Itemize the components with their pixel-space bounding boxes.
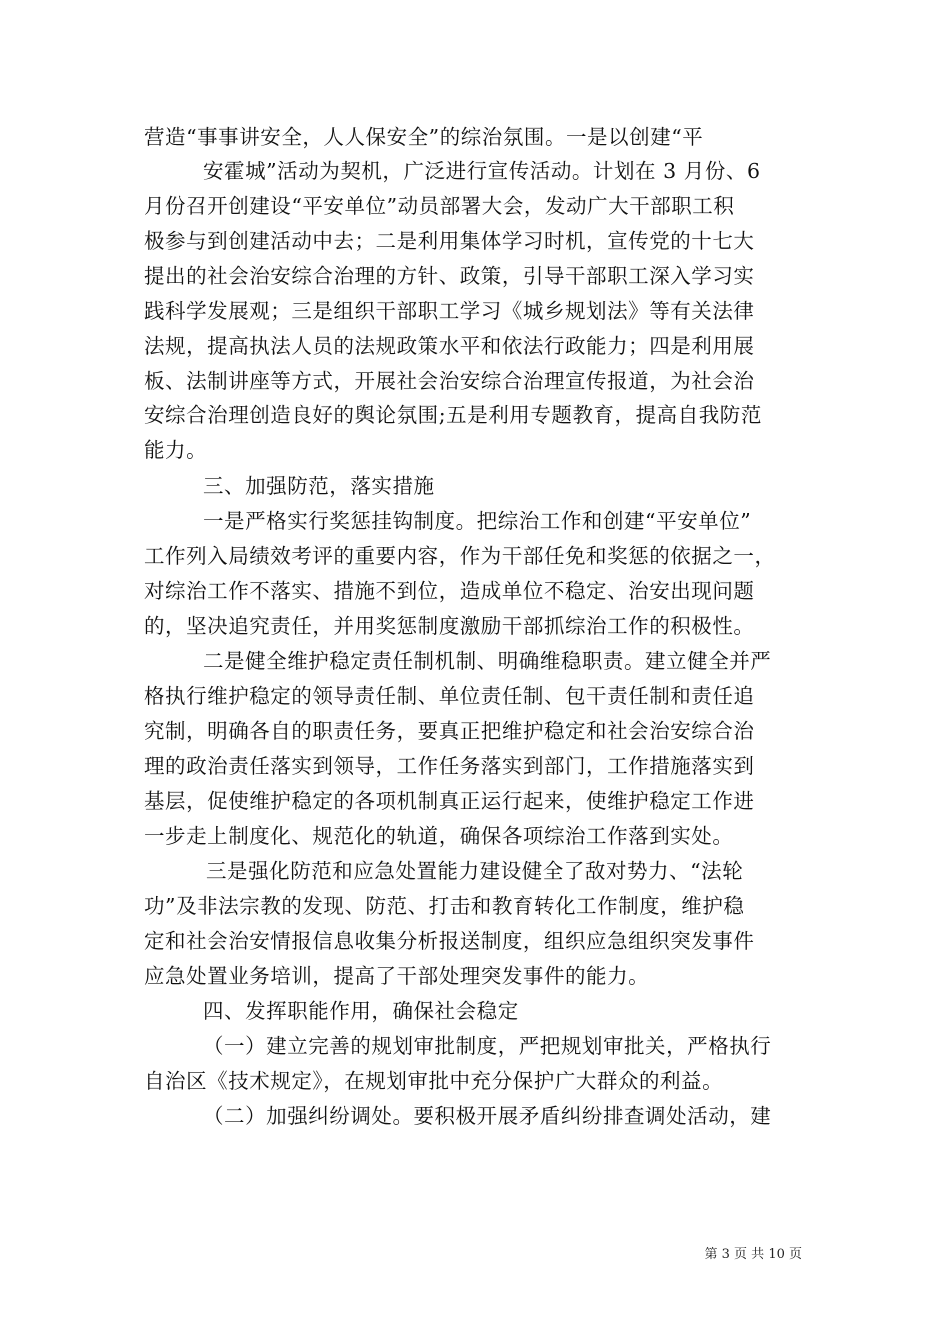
body-text-line: （二）加强纠纷调处。要积极开展矛盾纠纷排查调处活动，建 xyxy=(203,1104,772,1128)
body-text-line: 对综治工作不落实、措施不到位，造成单位不稳定、治安出现问题 xyxy=(144,579,755,603)
page-number-footer: 第 3 页 共 10 页 xyxy=(704,1247,802,1262)
body-text-line: 能力。 xyxy=(144,438,208,462)
body-text-line: 工作列入局绩效考评的重要内容，作为干部任免和奖惩的依据之一， xyxy=(144,544,776,568)
body-text-line: 安综合治理创造良好的舆论氛围;五是利用专题教育，提高自我防范 xyxy=(144,403,762,427)
body-text-line: 提出的社会治安综合治理的方针、政策，引导干部职工深入学习实 xyxy=(144,264,755,288)
body-text-line: （一）建立完善的规划审批制度，严把规划审批关，严格执行 xyxy=(203,1034,772,1058)
body-text-line: 定和社会治安情报信息收集分析报送制度，组织应急组织突发事件 xyxy=(144,929,755,953)
body-text-line: 营造“事事讲安全，人人保安全”的综治氛围。一是以创建“平 xyxy=(144,125,704,149)
body-text-line: 究制，明确各自的职责任务，要真正把维护稳定和社会治安综合治 xyxy=(144,719,755,743)
body-text-line: 功”及非法宗教的发现、防范、打击和教育转化工作制度，维护稳 xyxy=(144,894,745,918)
body-text-line: 的，坚决追究责任，并用奖惩制度激励干部抓综治工作的积极性。 xyxy=(144,614,755,638)
body-text-line: 自治区《技术规定》，在规划审批中充分保护广大群众的利益。 xyxy=(144,1069,724,1093)
body-text-line: 安霍城”活动为契机，广泛进行宣传活动。计划在 3 月份、6 xyxy=(203,159,761,183)
body-text-line: 板、法制讲座等方式，开展社会治安综合治理宣传报道，为社会治 xyxy=(144,369,755,393)
body-text-line: 践科学发展观；三是组织干部职工学习《城乡规划法》等有关法律 xyxy=(144,299,755,323)
section-heading: 四、发挥职能作用，确保社会稳定 xyxy=(203,999,519,1023)
body-text-line: 格执行维护稳定的领导责任制、单位责任制、包干责任制和责任追 xyxy=(144,684,755,708)
body-text-line: 基层，促使维护稳定的各项机制真正运行起来，使维护稳定工作进 xyxy=(144,789,755,813)
body-text-line: 一是严格实行奖惩挂钩制度。把综治工作和创建“平安单位” xyxy=(203,509,752,533)
section-heading: 三、加强防范，落实措施 xyxy=(203,474,435,498)
body-text-line: 月份召开创建设“平安单位”动员部署大会，发动广大干部职工积 xyxy=(144,194,735,218)
body-text-line: 二是健全维护稳定责任制机制、明确维稳职责。建立健全并严 xyxy=(203,649,772,673)
body-text-line: 法规，提高执法人员的法规政策水平和依法行政能力；四是利用展 xyxy=(144,334,755,358)
body-text-line: 三是强化防范和应急处置能力建设健全了敌对势力、“法轮 xyxy=(206,859,744,883)
body-text-line: 理的政治责任落实到领导，工作任务落实到部门，工作措施落实到 xyxy=(144,754,755,778)
body-text-line: 极参与到创建活动中去；二是利用集体学习时机，宣传党的十七大 xyxy=(144,229,755,253)
body-text-line: 应急处置业务培训，提高了干部处理突发事件的能力。 xyxy=(144,964,650,988)
body-text-line: 一步走上制度化、规范化的轨道，确保各项综治工作落到实处。 xyxy=(144,824,734,848)
